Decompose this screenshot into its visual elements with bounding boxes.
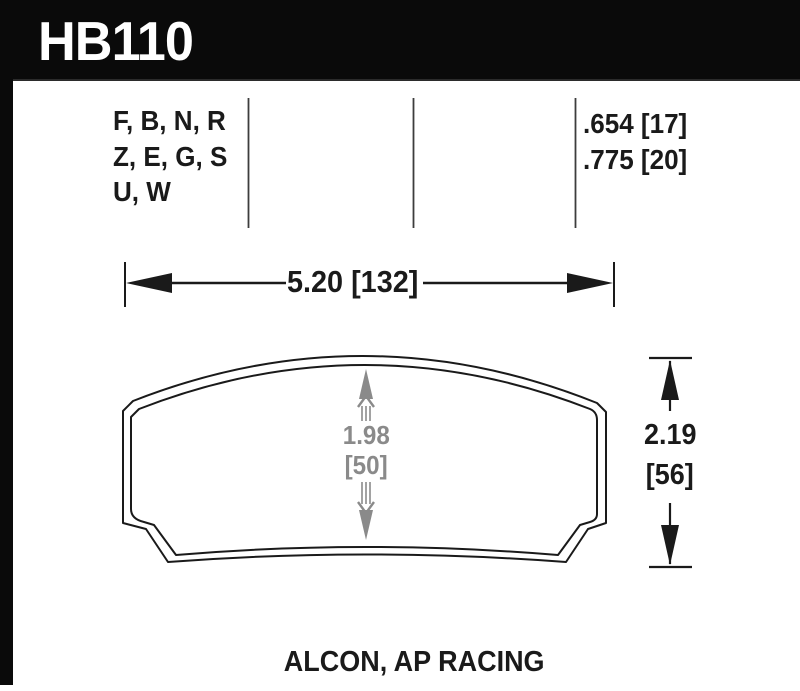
pad-thickness-values [583,106,695,178]
spec-column-dividers [249,98,576,228]
compound-codes [113,103,236,210]
overall-height-value: 2.19 [643,419,697,451]
compound-row: U, W [113,176,171,207]
overall-height-bracket: [56] [646,459,694,491]
compound-row: Z, E, G, S [113,140,228,172]
thickness-row: .654 [17] [583,108,688,139]
thickness-row: .775 [20] [583,144,688,175]
pad-depth-bracket: [50] [344,450,388,480]
part-number: HB110 [38,10,194,72]
caliper-applications: ALCON, AP RACING [283,646,545,678]
width-dimension-label: 5.20 [132] [287,264,419,299]
compound-row: F, B, N, R [113,105,226,136]
pad-depth-value: 1.98 [342,420,390,450]
